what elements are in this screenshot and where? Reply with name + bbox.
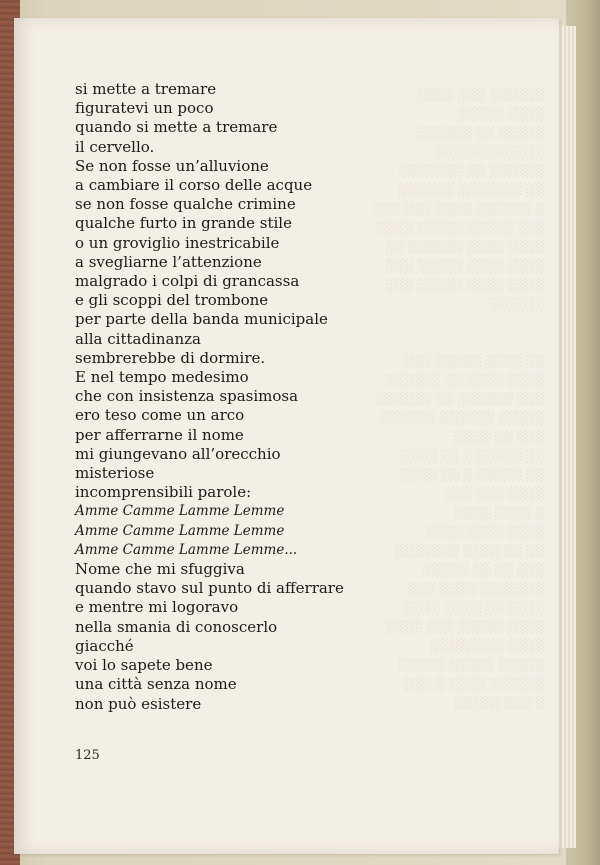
poem-line: per parte della banda municipale bbox=[75, 310, 328, 329]
poem-line: una città senza nome bbox=[75, 675, 237, 694]
poem-line: o un groviglio inestricabile bbox=[75, 233, 280, 252]
poem-line: il cervello. bbox=[75, 137, 155, 156]
poem-line: voi lo sapete bene bbox=[75, 656, 213, 675]
poem-line: E nel tempo medesimo bbox=[75, 368, 249, 387]
poem-line: si mette a tremare bbox=[75, 80, 217, 98]
poem-text bbox=[75, 80, 344, 714]
poem-line: per afferrarne il nome bbox=[75, 425, 244, 444]
poem-line: se non fosse qualche crimine bbox=[75, 195, 296, 214]
poem-line: sembrerebbe di dormire. bbox=[75, 348, 266, 367]
poem-line-italic: Amme Camme Lamme Lemme... bbox=[75, 541, 298, 558]
poem-line: a svegliarne l’attenzione bbox=[75, 252, 262, 271]
poem-line: Nome che mi sfuggiva bbox=[75, 560, 245, 579]
poem-line: che con insistenza spasimosa bbox=[75, 387, 299, 406]
poem-line: incomprensibili parole: bbox=[75, 483, 252, 502]
book-page bbox=[14, 18, 559, 854]
poem-line: ero teso come un arco bbox=[75, 406, 245, 425]
poem-line: mi giungevano all’orecchio bbox=[75, 444, 281, 463]
bleed-through-texture: ░░░░░░ ░░░ ░░░░ ░░░░ ░░░░░ ░░░░░ ░░ ░░░░░░ ░░░░░░░░░░░░ ░░░░░░ ░░ ░░░░░░░ ░░ ░░░░░░░ ░░░░░░ ░ ░░░░░░ ░░░░ ░░░ ░░░ ░░░ ░░░░░ ░░░░░ ░░░░ ░░░░ ░░░░ ░░░░░░ ░░ ░░░░ ░░░░ ░░░░░ ░░░ ░░░░ ░░░░ ░░░░░ ░░░ ░░░░░░ ░░ ░░░░ ░░░░░ ░░░ ░░░░ ░░░░ ░░ ░░░░░░ ░░░ ░░░░░░ ░░ ░░░░░░ ░░░░░ ░░░░░░ ░░░░░░ ░░░ ░░ ░░░░ ░░ ░░░░░ ░ ░░ ░░░░ ░░ ░░░░░ ░ ░░ ░░░░ ░░░░ ░░░ ░░░ ░ ░░░░ ░░░░ ░░░░ ░░░░ ░░░░ ░░ ░░ ░░░░ ░░░░░░░ ░░░ ░░ ░░ ░░░░░ ░░░░░░░ ░░░░ ░░░ ░░░░ ░░ ░░░░ ░░░░ ░░░░ ░░░░░ ░░░ ░░░░ ░░░░ ░░░░░░░░ ░░░░░ ░░░░░ ░░░░░ ░░░░░░ ░░░░ ░ ░░░ ░ ░░░ ░░░░░ bbox=[371, 88, 544, 710]
poem-line: non può esistere bbox=[75, 694, 202, 713]
poem-line: misteriose bbox=[75, 464, 155, 483]
poem-line: giacché bbox=[75, 636, 134, 655]
poem-line: Se non fosse un’alluvione bbox=[75, 156, 269, 175]
poem-line: nella smania di conoscerlo bbox=[75, 617, 278, 636]
poem-line: quando si mette a tremare bbox=[75, 118, 278, 137]
poem-line: qualche furto in grande stile bbox=[75, 214, 292, 233]
poem-line: e gli scoppi del trombone bbox=[75, 291, 269, 310]
poem-line: quando stavo sul punto di afferrare bbox=[75, 579, 344, 598]
poem-line: alla cittadinanza bbox=[75, 329, 201, 348]
poem-line: figuratevi un poco bbox=[75, 99, 214, 118]
poem-line: malgrado i colpi di grancassa bbox=[75, 272, 300, 291]
poem-line-italic: Amme Camme Lamme Lemme bbox=[75, 522, 285, 539]
poem-line-italic: Amme Camme Lamme Lemme bbox=[75, 503, 285, 520]
poem-line: a cambiare il corso delle acque bbox=[75, 176, 313, 195]
page-number: 125 bbox=[75, 748, 100, 763]
poem-line: e mentre mi logoravo bbox=[75, 598, 239, 617]
